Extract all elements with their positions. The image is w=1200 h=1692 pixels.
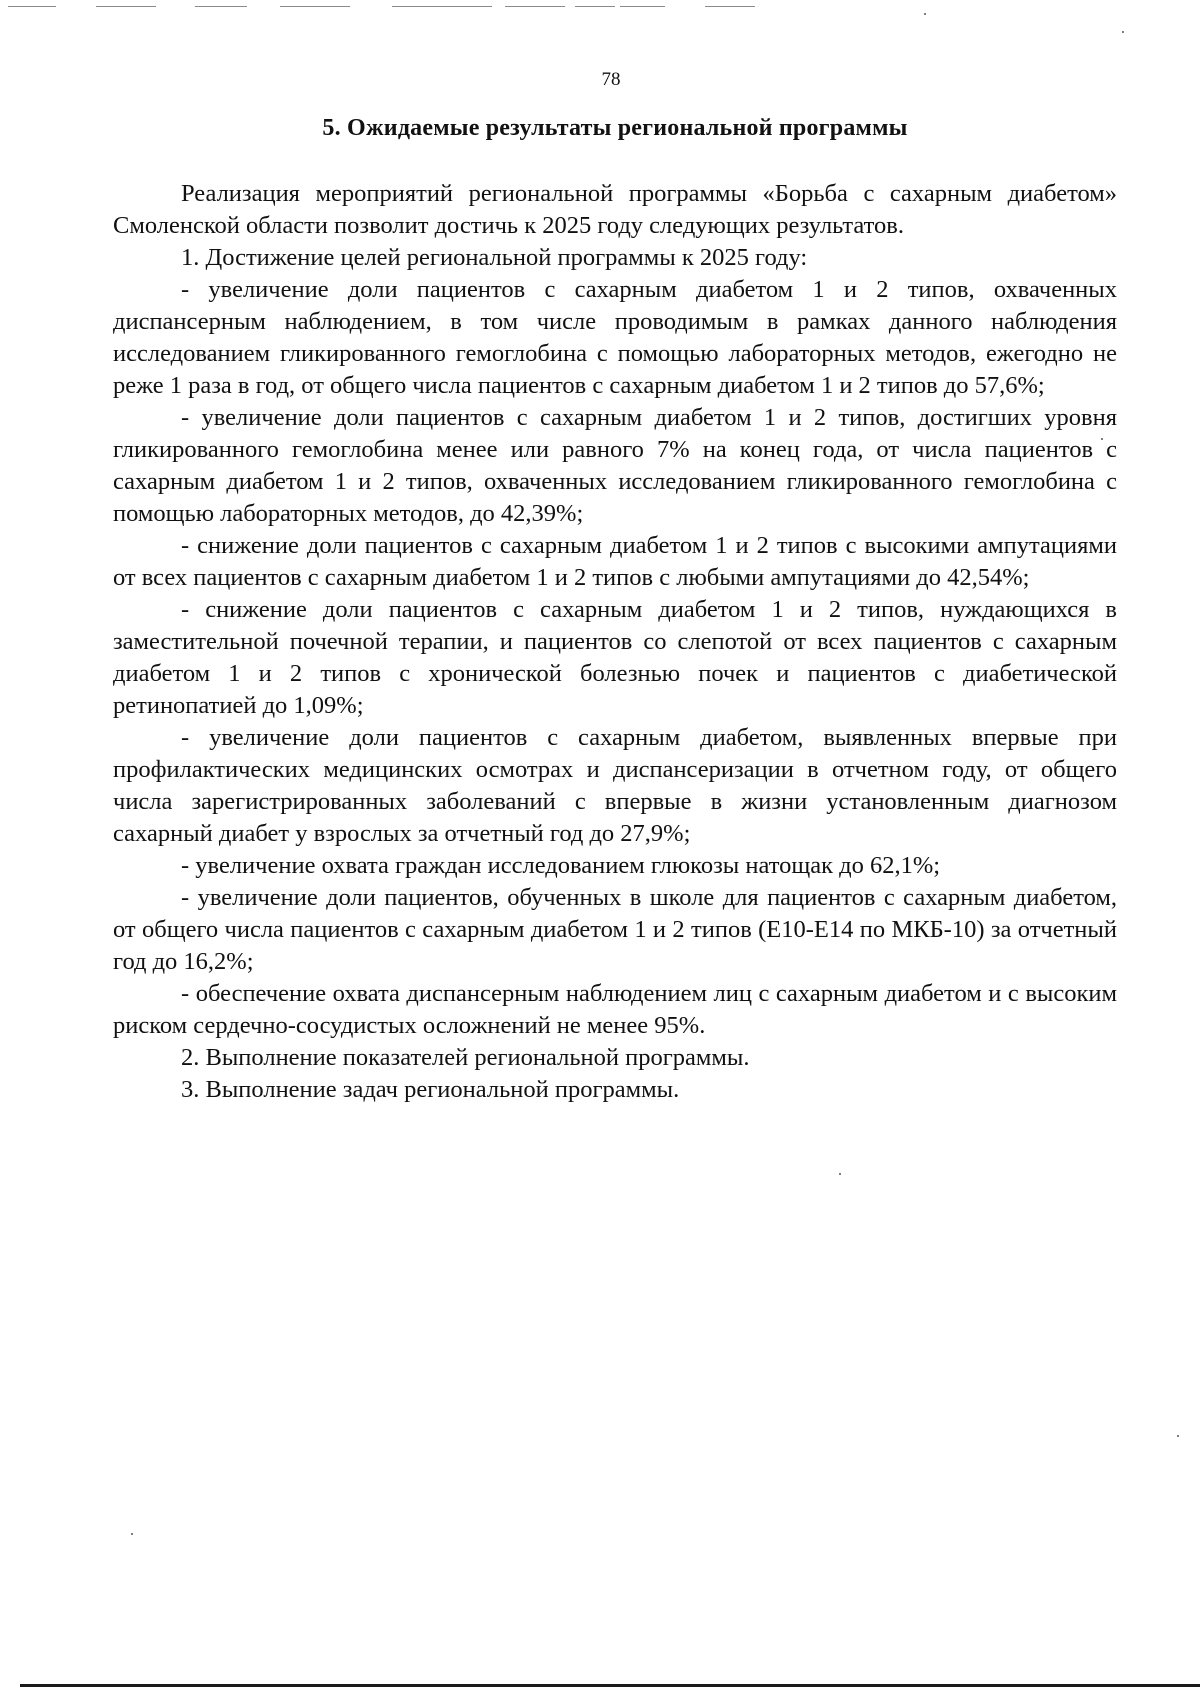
scan-edge-bottom bbox=[20, 1684, 1200, 1687]
scan-speck bbox=[1177, 1435, 1179, 1437]
goal-achievement-item: 1. Достижение целей региональной программы к 2025 году: bbox=[181, 244, 808, 271]
result-bullet: - увеличение охвата граждан исследованием глюкозы натощак до 62,1%; bbox=[181, 852, 941, 879]
result-bullet: - обеспечение охвата диспансерным наблюдением лиц с сахарным диабетом и с высоким риском сердечно-сосудистых осложнений не менее 95%. bbox=[113, 980, 1117, 1039]
indicators-item: 2. Выполнение показателей региональной программы. bbox=[181, 1044, 750, 1071]
scan-speck bbox=[131, 1533, 133, 1535]
result-bullet: - снижение доли пациентов с сахарным диабетом 1 и 2 типов с высокими ампутациями от всех пациентов с сахарным диабетом 1 и 2 типов с любыми ампутациями до 42,54%; bbox=[113, 532, 1117, 591]
result-bullet: - увеличение доли пациентов с сахарным диабетом, выявленных впервые при профилактических медицинских осмотрах и диспансеризации в отчетном году, от общего числа зарегистрированных заболеваний с впервые в жизни установленным диагнозом сахарный диабет у взрослых за отчетный год до 27,9%; bbox=[113, 724, 1117, 847]
page-number: 78 bbox=[601, 69, 621, 90]
intro-paragraph: Реализация мероприятий региональной программы «Борьба с сахарным диабетом» Смоленской области позволит достичь к 2025 году следующих результатов. bbox=[113, 180, 1117, 239]
scan-speck bbox=[924, 13, 926, 15]
scan-speck bbox=[1122, 31, 1124, 33]
result-bullet: - увеличение доли пациентов, обученных в школе для пациентов с сахарным диабетом, от общего числа пациентов с сахарным диабетом 1 и 2 типов (Е10-Е14 по МКБ-10) за отчетный год до 16,2%; bbox=[113, 884, 1117, 975]
result-bullet: - снижение доли пациентов с сахарным диабетом 1 и 2 типов, нуждающихся в заместительной почечной терапии, и пациентов со слепотой от всех пациентов с сахарным диабетом 1 и 2 типов с хронической болезнью почек и пациентов с диабетической ретинопатией до 1,09%; bbox=[113, 596, 1117, 719]
document-body bbox=[113, 178, 1117, 1106]
result-bullet: - увеличение доли пациентов с сахарным диабетом 1 и 2 типов, достигших уровня гликированного гемоглобина менее или равного 7% на конец года, от числа пациентов с сахарным диабетом 1 и 2 типов, охваченных исследованием гликированного гемоглобина с помощью лабораторных методов, до 42,39%; bbox=[113, 404, 1117, 527]
scan-edge-top bbox=[0, 6, 1200, 10]
section-title: 5. Ожидаемые результаты региональной программы bbox=[322, 115, 908, 141]
tasks-item: 3. Выполнение задач региональной программы. bbox=[181, 1076, 680, 1103]
result-bullet: - увеличение доли пациентов с сахарным диабетом 1 и 2 типов, охваченных диспансерным наблюдением, в том числе проводимым в рамках данного наблюдения исследованием гликированного гемоглобина с помощью лабораторных методов, ежегодно не реже 1 раза в год, от общего числа пациентов с сахарным диабетом 1 и 2 типов до 57,6%; bbox=[113, 276, 1117, 399]
scan-speck bbox=[839, 1173, 841, 1175]
